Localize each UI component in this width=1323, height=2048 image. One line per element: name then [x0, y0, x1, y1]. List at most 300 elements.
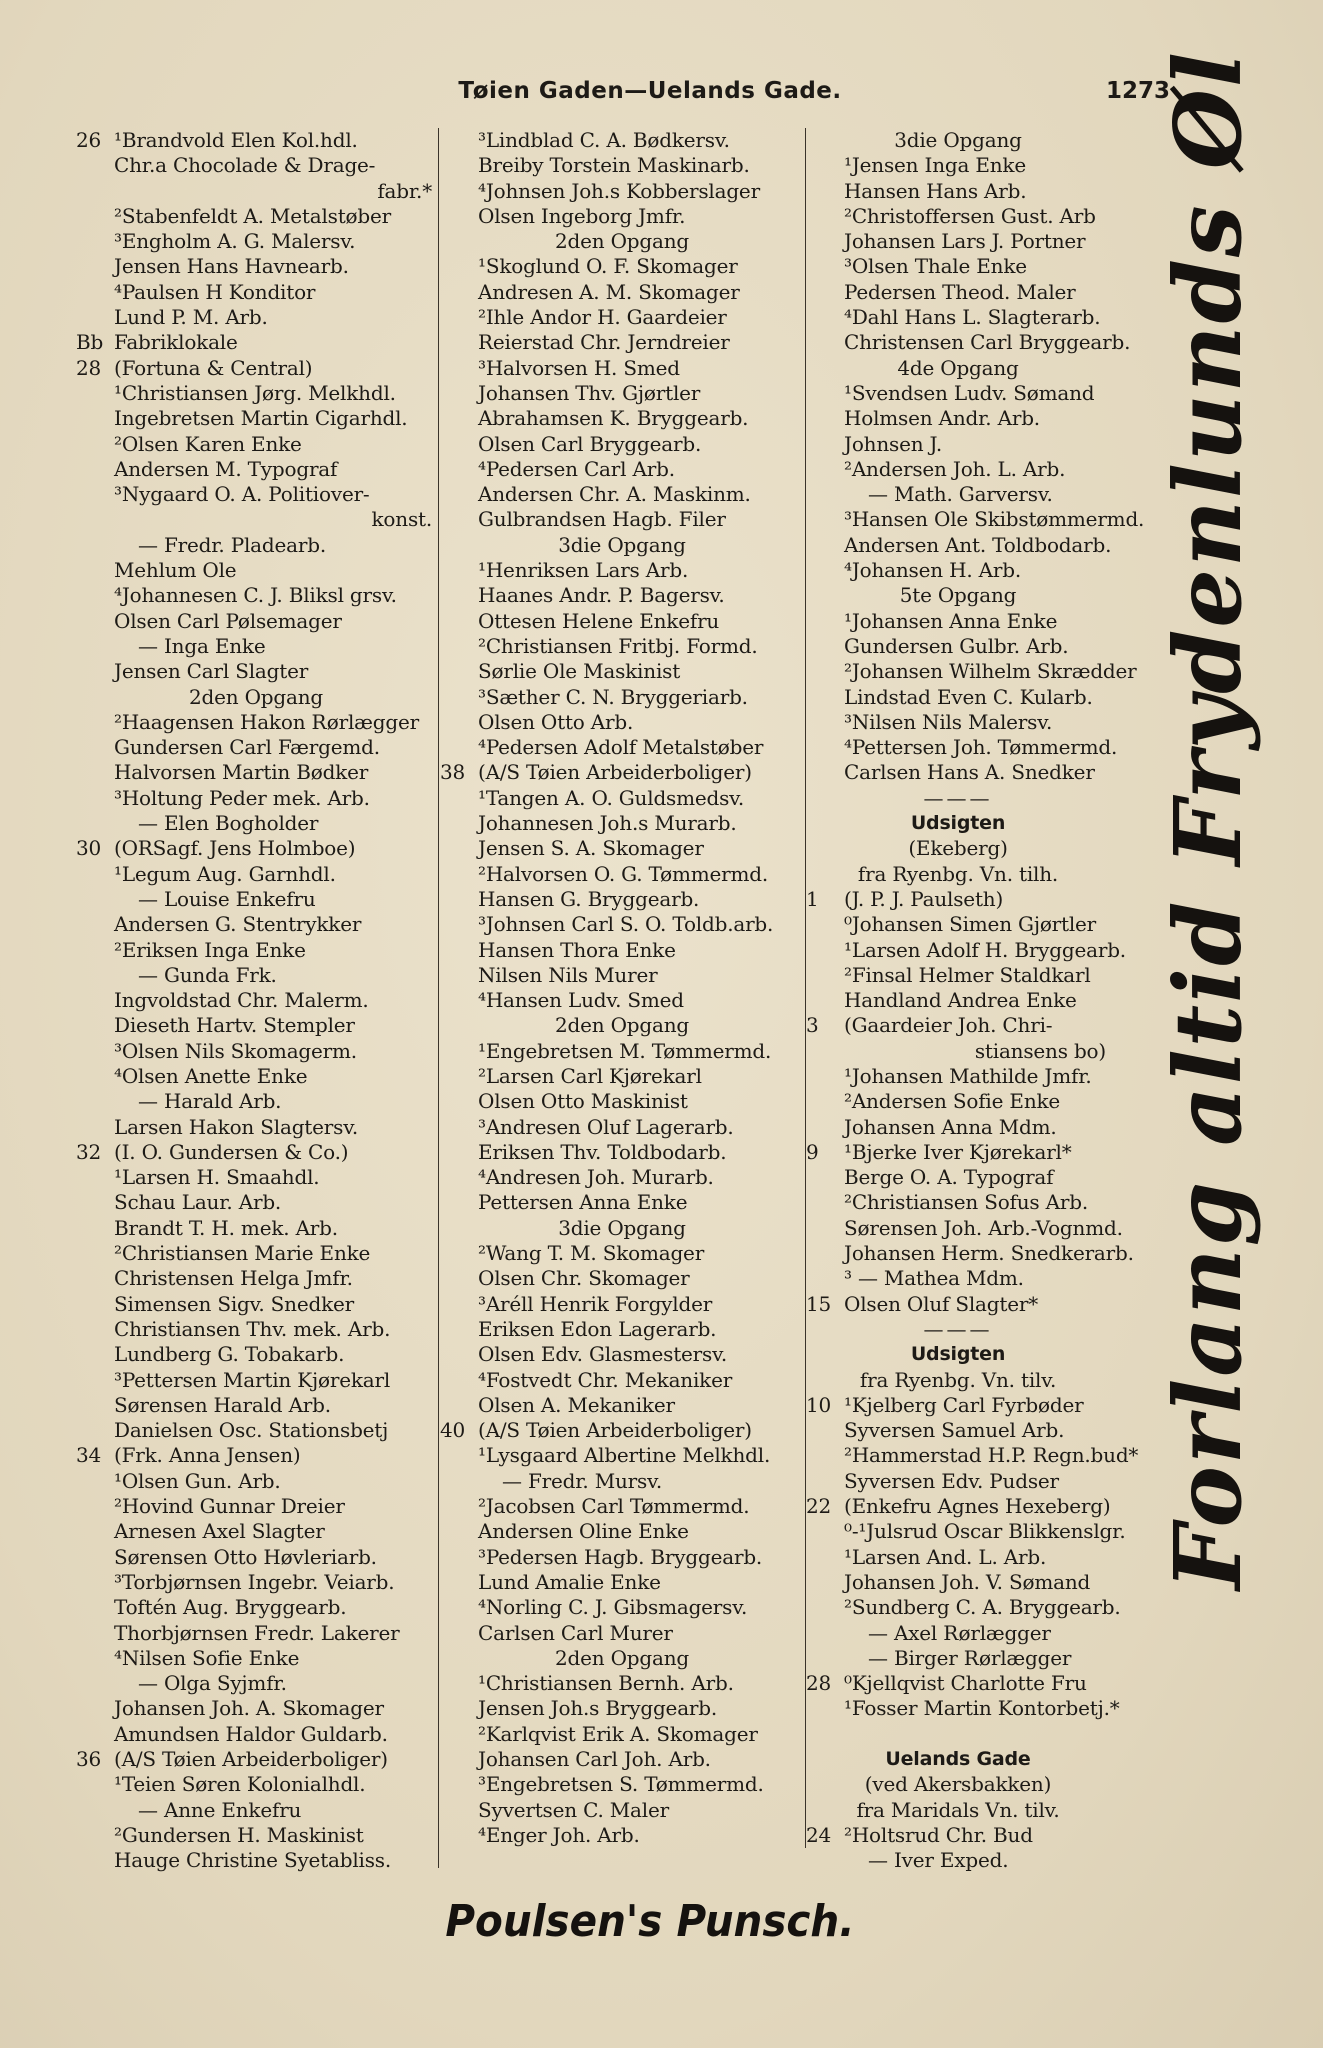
directory-entry — [806, 1418, 1110, 1443]
entry-text: ¹Johansen Mathilde Jmfr. — [844, 1063, 1092, 1088]
directory-entry — [76, 1443, 436, 1468]
entry-text: ³ — Mathea Mdm. — [844, 1266, 1024, 1291]
entry-text: (A/S Tøien Arbeiderboliger) — [478, 1418, 752, 1443]
entry-text: ¹Teien Søren Kolonialhdl. — [114, 1772, 366, 1797]
entry-text: ²Hammerstad H.P. Regn.bud* — [844, 1443, 1139, 1468]
entry-text: Holmsen Andr. Arb. — [844, 406, 1040, 431]
entry-text: stiansens bo) — [974, 1038, 1106, 1063]
directory-entry — [76, 229, 436, 254]
house-number: 40 — [440, 1418, 466, 1443]
entry-text: ²Hovind Gunnar Dreier — [114, 1494, 345, 1519]
directory-entry — [76, 1089, 436, 1114]
entry-text: ⁴Dahl Hans L. Slagterarb. — [844, 305, 1101, 330]
entry-text: 2den Opgang — [554, 1013, 689, 1038]
entry-text: 3die Opgang — [558, 1215, 686, 1240]
directory-entry — [440, 634, 804, 659]
entry-text: 2den Opgang — [188, 684, 323, 709]
directory-entry — [440, 229, 804, 254]
entry-text: 3die Opgang — [894, 128, 1022, 152]
directory-entry — [440, 836, 804, 861]
directory-entry — [806, 204, 1110, 229]
directory-entry — [440, 659, 804, 684]
entry-text: ¹Lysgaard Albertine Melkhdl. — [478, 1443, 771, 1468]
directory-entry — [806, 1368, 1110, 1393]
entry-text: Syversen Edv. Pudser — [844, 1468, 1059, 1493]
directory-entry — [76, 685, 436, 710]
directory-entry — [440, 305, 804, 330]
directory-entry — [76, 1519, 436, 1544]
entry-text: Toftén Aug. Bryggearb. — [114, 1595, 347, 1620]
directory-entry — [806, 1646, 1110, 1671]
entry-text: Sørensen Otto Høvleriarb. — [114, 1544, 377, 1569]
entry-text: Chr.a Chocolade & Drage- — [114, 153, 376, 178]
directory-entry — [76, 406, 436, 431]
entry-text: ⁴Olsen Anette Enke — [114, 1063, 308, 1088]
directory-entry — [440, 735, 804, 760]
entry-text: Jensen Hans Havnearb. — [114, 254, 349, 279]
entry-text: ¹Svendsen Ludv. Sømand — [844, 380, 1095, 405]
page-title: Tøien Gaden—Uelands Gade. — [458, 78, 842, 104]
entry-text: (Enkefru Agnes Hexeberg) — [844, 1494, 1111, 1519]
house-number: 26 — [76, 128, 102, 152]
directory-entry — [440, 786, 804, 811]
directory-entry — [440, 988, 804, 1013]
directory-entry — [76, 634, 436, 659]
directory-entry — [76, 128, 436, 153]
entry-text: Hansen Thora Enke — [478, 937, 676, 962]
entry-text: Johansen Thv. Gjørtler — [478, 380, 701, 405]
entry-text: Olsen Ingeborg Jmfr. — [478, 203, 686, 228]
entry-text: (Ekeberg) — [908, 836, 1008, 861]
directory-entry — [76, 912, 436, 937]
directory-entry — [440, 381, 804, 406]
entry-text: Sørensen Harald Arb. — [114, 1392, 331, 1417]
entry-text: ⁰-¹Julsrud Oscar Blikkenslgr. — [844, 1519, 1126, 1544]
entry-text: Jensen S. A. Skomager — [478, 836, 704, 861]
entry-text: 3die Opgang — [558, 532, 686, 557]
directory-entry — [440, 1671, 804, 1696]
directory-entry — [76, 1241, 436, 1266]
directory-entry — [76, 254, 436, 279]
entry-text: Eriksen Edon Lagerarb. — [478, 1316, 717, 1341]
directory-entry — [806, 836, 1110, 861]
directory-entry — [806, 1671, 1110, 1696]
entry-text: Lindstad Even C. Kularb. — [844, 684, 1093, 709]
directory-entry — [76, 533, 436, 558]
entry-text: Lundberg G. Tobakarb. — [114, 1342, 345, 1367]
side-advertisement-text: Forlang altid Frydenlunds Øl — [1153, 50, 1262, 1590]
directory-entry — [806, 1545, 1110, 1570]
entry-text: ⁴Johnsen Joh.s Kobberslager — [478, 178, 760, 203]
entry-text: ³Engholm A. G. Malersv. — [114, 229, 356, 254]
directory-entry — [440, 938, 804, 963]
entry-text: ²Andersen Joh. L. Arb. — [844, 456, 1066, 481]
directory-entry — [806, 1443, 1139, 1468]
entry-text: (ORSagf. Jens Holmboe) — [114, 836, 356, 861]
directory-entry — [440, 1216, 804, 1241]
directory-entry — [806, 659, 1137, 684]
directory-entry — [76, 1013, 436, 1038]
directory-entry — [440, 963, 804, 988]
directory-entry — [806, 811, 1110, 836]
entry-text: ²Christoffersen Gust. Arb — [844, 203, 1096, 228]
directory-entry — [76, 1671, 436, 1696]
directory-entry — [76, 1216, 436, 1241]
entry-text: (A/S Tøien Arbeiderboliger) — [478, 760, 752, 785]
entry-text: Berge O. A. Typograf — [844, 1165, 1054, 1190]
directory-entry — [76, 179, 436, 204]
entry-text: ¹Olsen Gun. Arb. — [114, 1468, 281, 1493]
entry-text: Handland Andrea Enke — [844, 988, 1077, 1013]
entry-text: — Gunda Frk. — [138, 962, 277, 987]
house-number: 10 — [806, 1392, 832, 1417]
directory-entry — [806, 887, 1110, 912]
entry-text: 4de Opgang — [897, 355, 1019, 380]
directory-entry — [76, 1393, 436, 1418]
directory-entry — [76, 280, 436, 305]
directory-entry — [440, 1823, 804, 1848]
directory-entry — [76, 988, 436, 1013]
directory-entry — [76, 1266, 436, 1291]
entry-text: ³Pettersen Martin Kjørekarl — [114, 1367, 391, 1392]
directory-entry — [76, 1848, 436, 1873]
entry-text: ³Johnsen Carl S. O. Toldb.arb. — [478, 912, 774, 937]
directory-entry — [806, 1747, 1110, 1772]
entry-text: — Inga Enke — [138, 633, 266, 658]
directory-entry — [806, 912, 1110, 937]
directory-entry — [440, 1494, 804, 1519]
entry-text: ³Halvorsen H. Smed — [478, 355, 680, 380]
directory-entry — [440, 254, 804, 279]
entry-text: ³Nilsen Nils Malersv. — [844, 709, 1053, 734]
bottom-advertisement: Poulsen's Punsch. — [445, 1896, 855, 1947]
entry-text: fra Maridals Vn. tilv. — [856, 1797, 1060, 1822]
entry-text: ¹Legum Aug. Garnhdl. — [114, 861, 336, 886]
entry-text: ³Andresen Oluf Lagerarb. — [478, 1114, 734, 1139]
entry-text: ¹Johansen Anna Enke — [844, 608, 1058, 633]
directory-entry — [440, 533, 804, 558]
directory-entry — [806, 1317, 1110, 1342]
directory-entry — [440, 1317, 804, 1342]
directory-entry — [76, 862, 436, 887]
entry-text: — Fredr. Mursv. — [502, 1468, 662, 1493]
entry-text: — Elen Bogholder — [138, 811, 319, 836]
directory-entry — [806, 1595, 1121, 1620]
directory-entry — [76, 1621, 436, 1646]
entry-text: (I. O. Gundersen & Co.) — [114, 1139, 349, 1164]
entry-text: Pedersen Theod. Maler — [844, 279, 1076, 304]
entry-text: ⁴Enger Joh. Arb. — [478, 1822, 640, 1847]
entry-text: ⁴Andresen Joh. Murarb. — [478, 1165, 714, 1190]
entry-text: Simensen Sigv. Snedker — [114, 1291, 354, 1316]
entry-text: ³Nygaard O. A. Politiover- — [114, 482, 370, 507]
directory-entry — [806, 1393, 1110, 1418]
entry-text: 5te Opgang — [899, 583, 1017, 608]
directory-entry — [76, 1747, 436, 1772]
entry-text: ¹Jensen Inga Enke — [844, 153, 1026, 178]
directory-entry — [806, 685, 1110, 710]
entry-text: ——— — [923, 785, 993, 810]
entry-text: — Iver Exped. — [868, 1848, 1009, 1873]
directory-entry — [806, 457, 1110, 482]
directory-entry — [76, 1039, 436, 1064]
directory-entry — [806, 1115, 1110, 1140]
entry-text: Pettersen Anna Enke — [478, 1190, 688, 1215]
directory-entry — [440, 583, 804, 608]
directory-entry — [440, 1342, 804, 1367]
directory-entry — [76, 609, 436, 634]
entry-text: ²Sundberg C. A. Bryggearb. — [844, 1595, 1121, 1620]
directory-entry — [76, 836, 436, 861]
directory-entry — [76, 1368, 436, 1393]
directory-entry — [806, 1772, 1110, 1797]
directory-entry — [440, 280, 804, 305]
entry-text: Andersen Chr. A. Maskinm. — [478, 482, 751, 507]
directory-entry — [806, 1165, 1110, 1190]
entry-text: Andersen Oline Enke — [478, 1519, 689, 1544]
directory-entry — [440, 1469, 804, 1494]
entry-text: ¹Tangen A. O. Guldsmedsv. — [478, 785, 745, 810]
directory-entry — [806, 381, 1110, 406]
directory-entry — [76, 1595, 436, 1620]
directory-entry — [76, 1469, 436, 1494]
directory-entry — [76, 1292, 436, 1317]
entry-text: ¹Skoglund O. F. Skomager — [478, 254, 738, 279]
directory-entry — [76, 1772, 436, 1797]
entry-text: Johannesen Joh.s Murarb. — [478, 811, 737, 836]
entry-text: Fabriklokale — [114, 330, 238, 355]
directory-entry — [806, 609, 1110, 634]
entry-text: 2den Opgang — [554, 1645, 689, 1670]
entry-text: — Anne Enkefru — [138, 1797, 302, 1822]
entry-text: Thorbjørnsen Fredr. Lakerer — [114, 1620, 400, 1645]
directory-entry — [806, 1570, 1110, 1595]
entry-text: ¹Brandvold Elen Kol.hdl. — [114, 128, 358, 152]
directory-entry — [440, 1013, 804, 1038]
directory-entry — [440, 330, 804, 355]
entry-text: Carlsen Carl Murer — [478, 1620, 673, 1645]
entry-text: (Frk. Anna Jensen) — [114, 1443, 301, 1468]
entry-text: ²Haagensen Hakon Rørlægger — [114, 709, 419, 734]
directory-entry — [440, 482, 804, 507]
entry-text: ²Larsen Carl Kjørekarl — [478, 1063, 702, 1088]
house-number: 36 — [76, 1747, 102, 1771]
entry-text: Olsen Oluf Slagter* — [844, 1291, 1039, 1316]
directory-entry — [76, 659, 436, 684]
directory-entry — [76, 1342, 436, 1367]
entry-text: ²Jacobsen Carl Tømmermd. — [478, 1494, 750, 1519]
directory-entry — [440, 887, 804, 912]
directory-entry — [440, 1570, 804, 1595]
directory-entry — [440, 1266, 804, 1291]
house-number: 1 — [806, 886, 819, 911]
entry-text: Christensen Helga Jmfr. — [114, 1266, 353, 1291]
directory-entry — [440, 609, 804, 634]
directory-entry — [440, 1747, 804, 1772]
entry-text: ¹Christiansen Bernh. Arb. — [478, 1671, 734, 1696]
entry-text: Ingvoldstad Chr. Malerm. — [114, 988, 369, 1013]
entry-text: — Olga Syjmfr. — [138, 1671, 287, 1696]
directory-entry — [806, 1722, 1110, 1747]
directory-entry — [806, 254, 1110, 279]
entry-text: Dieseth Hartv. Stempler — [114, 1013, 355, 1038]
directory-entry — [806, 1039, 1110, 1064]
entry-text: ——— — [923, 1316, 993, 1341]
entry-text: ³Torbjørnsen Ingebr. Veiarb. — [114, 1569, 395, 1594]
directory-entry — [440, 1165, 804, 1190]
entry-text: ³Holtung Peder mek. Arb. — [114, 785, 370, 810]
directory-entry — [806, 1494, 1110, 1519]
entry-text: ¹Fosser Martin Kontorbetj.* — [844, 1696, 1120, 1721]
entry-text: Olsen Otto Maskinist — [478, 1089, 688, 1114]
directory-entry — [76, 1064, 436, 1089]
entry-text: ¹Larsen H. Smaahdl. — [114, 1165, 320, 1190]
directory-entry — [76, 381, 436, 406]
entry-text: Johansen Joh. V. Sømand — [844, 1569, 1091, 1594]
entry-text: fra Ryenbg. Vn. tilh. — [857, 861, 1059, 886]
directory-entry — [806, 1064, 1110, 1089]
directory-entry — [440, 1545, 804, 1570]
entry-text: ²Eriksen Inga Enke — [114, 937, 306, 962]
directory-entry — [76, 887, 436, 912]
entry-text: (ved Akersbakken) — [864, 1772, 1052, 1797]
directory-entry — [76, 1190, 436, 1215]
entry-text: — Birger Rørlægger — [868, 1645, 1072, 1670]
directory-entry — [440, 1292, 804, 1317]
entry-text: konst. — [371, 507, 432, 532]
entry-text: Amundsen Haldor Guldarb. — [114, 1721, 388, 1746]
entry-text: ²Johansen Wilhelm Skrædder — [844, 659, 1137, 684]
directory-entry — [440, 912, 804, 937]
entry-text: ⁴Hansen Ludv. Smed — [478, 988, 684, 1013]
entry-text: Hansen Hans Arb. — [844, 178, 1027, 203]
directory-entry — [76, 1165, 436, 1190]
directory-entry — [806, 735, 1118, 760]
directory-entry — [806, 1013, 1110, 1038]
directory-entry — [76, 1696, 436, 1721]
entry-text: ²Christiansen Marie Enke — [114, 1241, 371, 1266]
directory-entry — [440, 1798, 804, 1823]
entry-text: — Harald Arb. — [138, 1089, 282, 1114]
directory-entry — [806, 1469, 1110, 1494]
entry-text: Olsen Edv. Glasmestersv. — [478, 1342, 727, 1367]
entry-text: Andersen M. Typograf — [114, 456, 338, 481]
entry-text: Sørlie Ole Maskinist — [478, 659, 681, 684]
house-number: 3 — [806, 1013, 819, 1038]
directory-entry — [76, 1646, 436, 1671]
entry-text: ³Engebretsen S. Tømmermd. — [478, 1772, 764, 1797]
directory-entry — [806, 179, 1110, 204]
entry-text: ¹Larsen And. L. Arb. — [844, 1544, 1047, 1569]
directory-entry — [76, 204, 436, 229]
house-number: 22 — [806, 1494, 832, 1519]
column-1 — [76, 128, 436, 1873]
entry-text: ⁴Norling C. J. Gibsmagersv. — [478, 1595, 748, 1620]
directory-entry — [76, 1115, 436, 1140]
entry-text: Olsen A. Mekaniker — [478, 1392, 675, 1417]
entry-text: ¹Bjerke Iver Kjørekarl* — [844, 1139, 1072, 1164]
entry-text: Christiansen Thv. mek. Arb. — [114, 1316, 391, 1341]
entry-text: — Louise Enkefru — [138, 886, 316, 911]
directory-entry — [76, 938, 436, 963]
entry-text: Olsen Carl Pølsemager — [114, 608, 342, 633]
entry-text: Olsen Carl Bryggearb. — [478, 431, 702, 456]
directory-entry — [440, 406, 804, 431]
directory-entry — [440, 1621, 804, 1646]
entry-text: ¹Larsen Adolf H. Bryggearb. — [844, 937, 1126, 962]
entry-text: fabr.* — [377, 178, 432, 203]
entry-text: ⁰Johansen Simen Gjørtler — [844, 912, 1097, 937]
entry-text: Eriksen Thv. Toldbodarb. — [478, 1139, 727, 1164]
entry-text: Syversen Samuel Arb. — [844, 1418, 1065, 1443]
entry-text: Udsigten — [910, 812, 1006, 835]
house-number: 34 — [76, 1443, 102, 1468]
directory-entry — [440, 811, 804, 836]
entry-text: Danielsen Osc. Stationsbetj — [114, 1418, 389, 1443]
directory-entry — [806, 280, 1110, 305]
directory-entry — [76, 1823, 436, 1848]
directory-entry — [806, 1823, 1110, 1848]
entry-text: ³Pedersen Hagb. Bryggearb. — [478, 1544, 763, 1569]
directory-entry — [806, 1266, 1110, 1291]
directory-entry — [806, 937, 1126, 963]
directory-entry — [76, 507, 436, 532]
entry-text: Andresen A. M. Skomager — [478, 279, 740, 304]
directory-entry — [440, 1368, 804, 1393]
directory-entry — [806, 1089, 1110, 1114]
entry-text: (Fortuna & Central) — [114, 355, 313, 380]
house-number: Bb — [76, 330, 104, 355]
entry-text: Halvorsen Martin Bødker — [114, 760, 369, 785]
directory-entry — [76, 1140, 436, 1165]
entry-text: ¹Kjelberg Carl Fyrbøder — [844, 1392, 1084, 1417]
entry-text: ¹Christiansen Jørg. Melkhdl. — [114, 380, 396, 405]
column-2 — [440, 128, 804, 1848]
entry-text: ⁴Nilsen Sofie Enke — [114, 1645, 300, 1670]
entry-text: Olsen Otto Arb. — [478, 709, 634, 734]
entry-text: Hansen G. Bryggearb. — [478, 886, 700, 911]
directory-entry — [440, 1696, 804, 1721]
directory-entry — [806, 1140, 1110, 1165]
entry-text: Christensen Carl Bryggearb. — [844, 330, 1131, 355]
directory-entry — [440, 1519, 804, 1544]
directory-entry — [76, 482, 436, 507]
directory-entry — [806, 432, 1110, 457]
house-number: 9 — [806, 1139, 819, 1164]
entry-text: ²Halvorsen O. G. Tømmermd. — [478, 861, 769, 886]
directory-entry — [440, 457, 804, 482]
directory-entry — [806, 1696, 1120, 1721]
directory-entry — [806, 710, 1110, 735]
directory-entry — [440, 1722, 804, 1747]
directory-entry — [76, 963, 436, 988]
entry-text: Mehlum Ole — [114, 558, 237, 583]
entry-text: Lund P. M. Arb. — [114, 305, 268, 330]
entry-text: Udsigten — [910, 1343, 1006, 1366]
entry-text: ⁴Johansen H. Arb. — [844, 558, 1022, 583]
entry-text: — Axel Rørlægger — [868, 1620, 1051, 1645]
directory-entry — [806, 786, 1110, 811]
directory-entry — [806, 507, 1145, 532]
entry-text: ³Hansen Ole Skibstømmermd. — [844, 507, 1145, 532]
entry-text: Ottesen Helene Enkefru — [478, 608, 720, 633]
entry-text: ³Lindblad C. A. Bødkersv. — [478, 128, 730, 152]
directory-entry — [440, 710, 804, 735]
house-number: 30 — [76, 836, 102, 861]
directory-entry — [440, 204, 804, 229]
directory-entry — [440, 1595, 804, 1620]
house-number: 32 — [76, 1139, 102, 1164]
